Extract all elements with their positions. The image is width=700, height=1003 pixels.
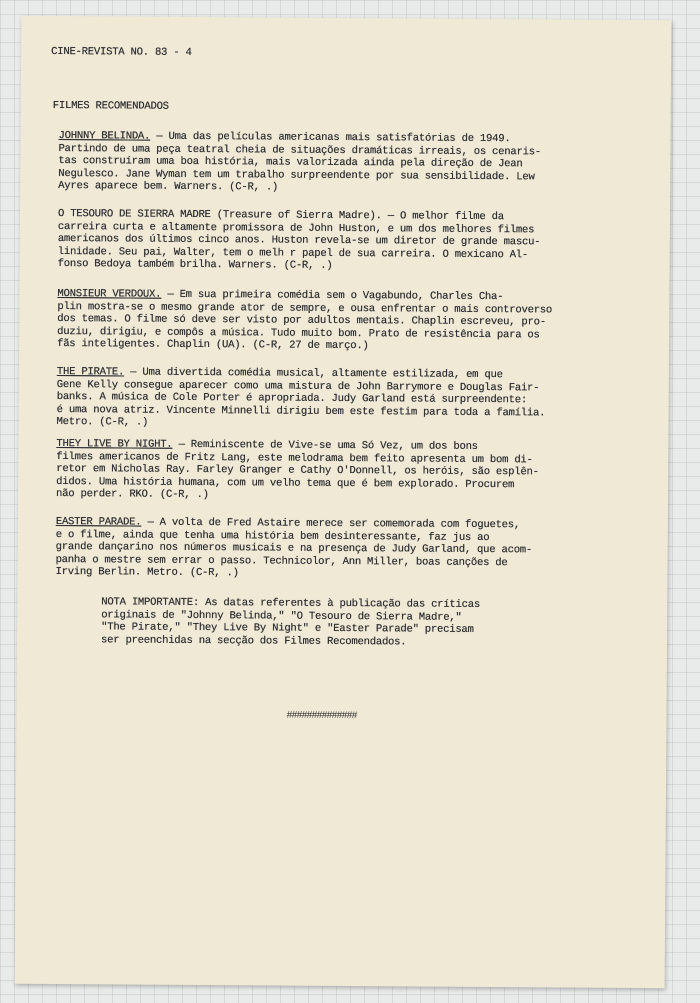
important-note: NOTA IMPORTANTE: As datas referentes à publicação das críticas originais de "Johnny Belinda," "O Tesouro de Sierra Madre," "The Pirate," "They Live By Night" e "Easter Parade" precisam ser preenchidas na secção dos Filmes Recomendados. — [100, 596, 480, 649]
section-title: FILMES RECOMENDADOS — [52, 99, 169, 113]
review-title: THEY LIVE BY NIGHT. — [56, 437, 173, 451]
review-title: EASTER PARADE. — [55, 515, 142, 529]
page-header: CINE-REVISTA NO. 83 - 4 — [51, 45, 192, 59]
review-title: MONSIEUR VERDOUX. — [57, 288, 162, 301]
review-title: JOHNNY BELINDA. — [58, 130, 151, 143]
review-they-live-by-night: THEY LIVE BY NIGHT. — Reminiscente de Vive-se uma Só Vez, um dos bons filmes americanos de Fritz Lang, este melodrama bem feito apresenta um bom di- retor em Nicholas Ray. Farley Granger e Cathy O'Donnell, os heróis, são esplên- didos. Uma história humana, com um velho tema que é bem explorado. Procurem não perder. RKO. (C-R, .) — [56, 437, 539, 502]
review-title: THE PIRATE. — [56, 365, 125, 379]
review-the-pirate: THE PIRATE. — Uma divertida comédia musical, altamente estilizada, em que Gene Kelly consegue aparecer como uma mistura de John Barrymore e Douglas Fair- banks. A música de Cole Porter é apropriada. Judy Garland está surpreendente: é uma nova atriz. Vincente Minnelli dirigiu bem este festim para toda a família. Metro. (C-R, .) — [56, 365, 546, 430]
review-monsieur-verdoux: MONSIEUR VERDOUX. — Em sua primeira comédia sem o Vagabundo, Charles Cha- plin mostra-se o mesmo grande ator de sempre, e ousa enfrentar o mais controverso dos temas. O filme só deve ser visto por adultos mentais. Chaplin escreveu, pro- duziu, dirigiu, e compôs a música. Tudo muito bom. Prato de resistência para os fãs inteligentes. Chaplin (UA). (C-R, 27 de março.) — [57, 288, 553, 353]
end-mark: ############## — [286, 710, 357, 723]
review-easter-parade: EASTER PARADE. — A volta de Fred Astaire merece ser comemorada com foguetes, e o filme, ainda que tenha uma história bem desinteressante, faz jus ao grande dançarino nos números musicais e na presença de Judy Garland, que acom- panha o mestre sem errar o passo. Technicolor, Ann Miller, boas canções de Irving Berlin. Metro. (C-R, .) — [55, 515, 533, 580]
review-title: O TESOURO DE SIERRA MADRE — [57, 208, 211, 222]
typed-page — [15, 16, 672, 989]
review-tesouro-sierra-madre: O TESOURO DE SIERRA MADRE (Treasure of Sierra Madre). — O melhor filme da carreira curta e altamente promissora de John Huston, e um dos melhores filmes americanos dos últimos cinco anos. Huston revela-se um diretor de grande mascu- linidade. Seu pai, Walter, tem o melh r papel de sua carreira. O mexicano Al- fonso Bedoya também brilha. Warners. (C-R, .) — [57, 208, 541, 273]
review-johnny-belinda: JOHNNY BELINDA. — Uma das películas americanas mais satisfatórias de 1949. Partindo de uma peça teatral cheia de situações dramáticas irreais, os cenaris- tas construíram uma boa história, mais valorizada ainda pela direção de Jean Negulesco. Jane Wyman tem um trabalho surpreendente por sua sensibilidade. Lew Ayres aparece bem. Warners. (C-R, .) — [58, 130, 541, 194]
